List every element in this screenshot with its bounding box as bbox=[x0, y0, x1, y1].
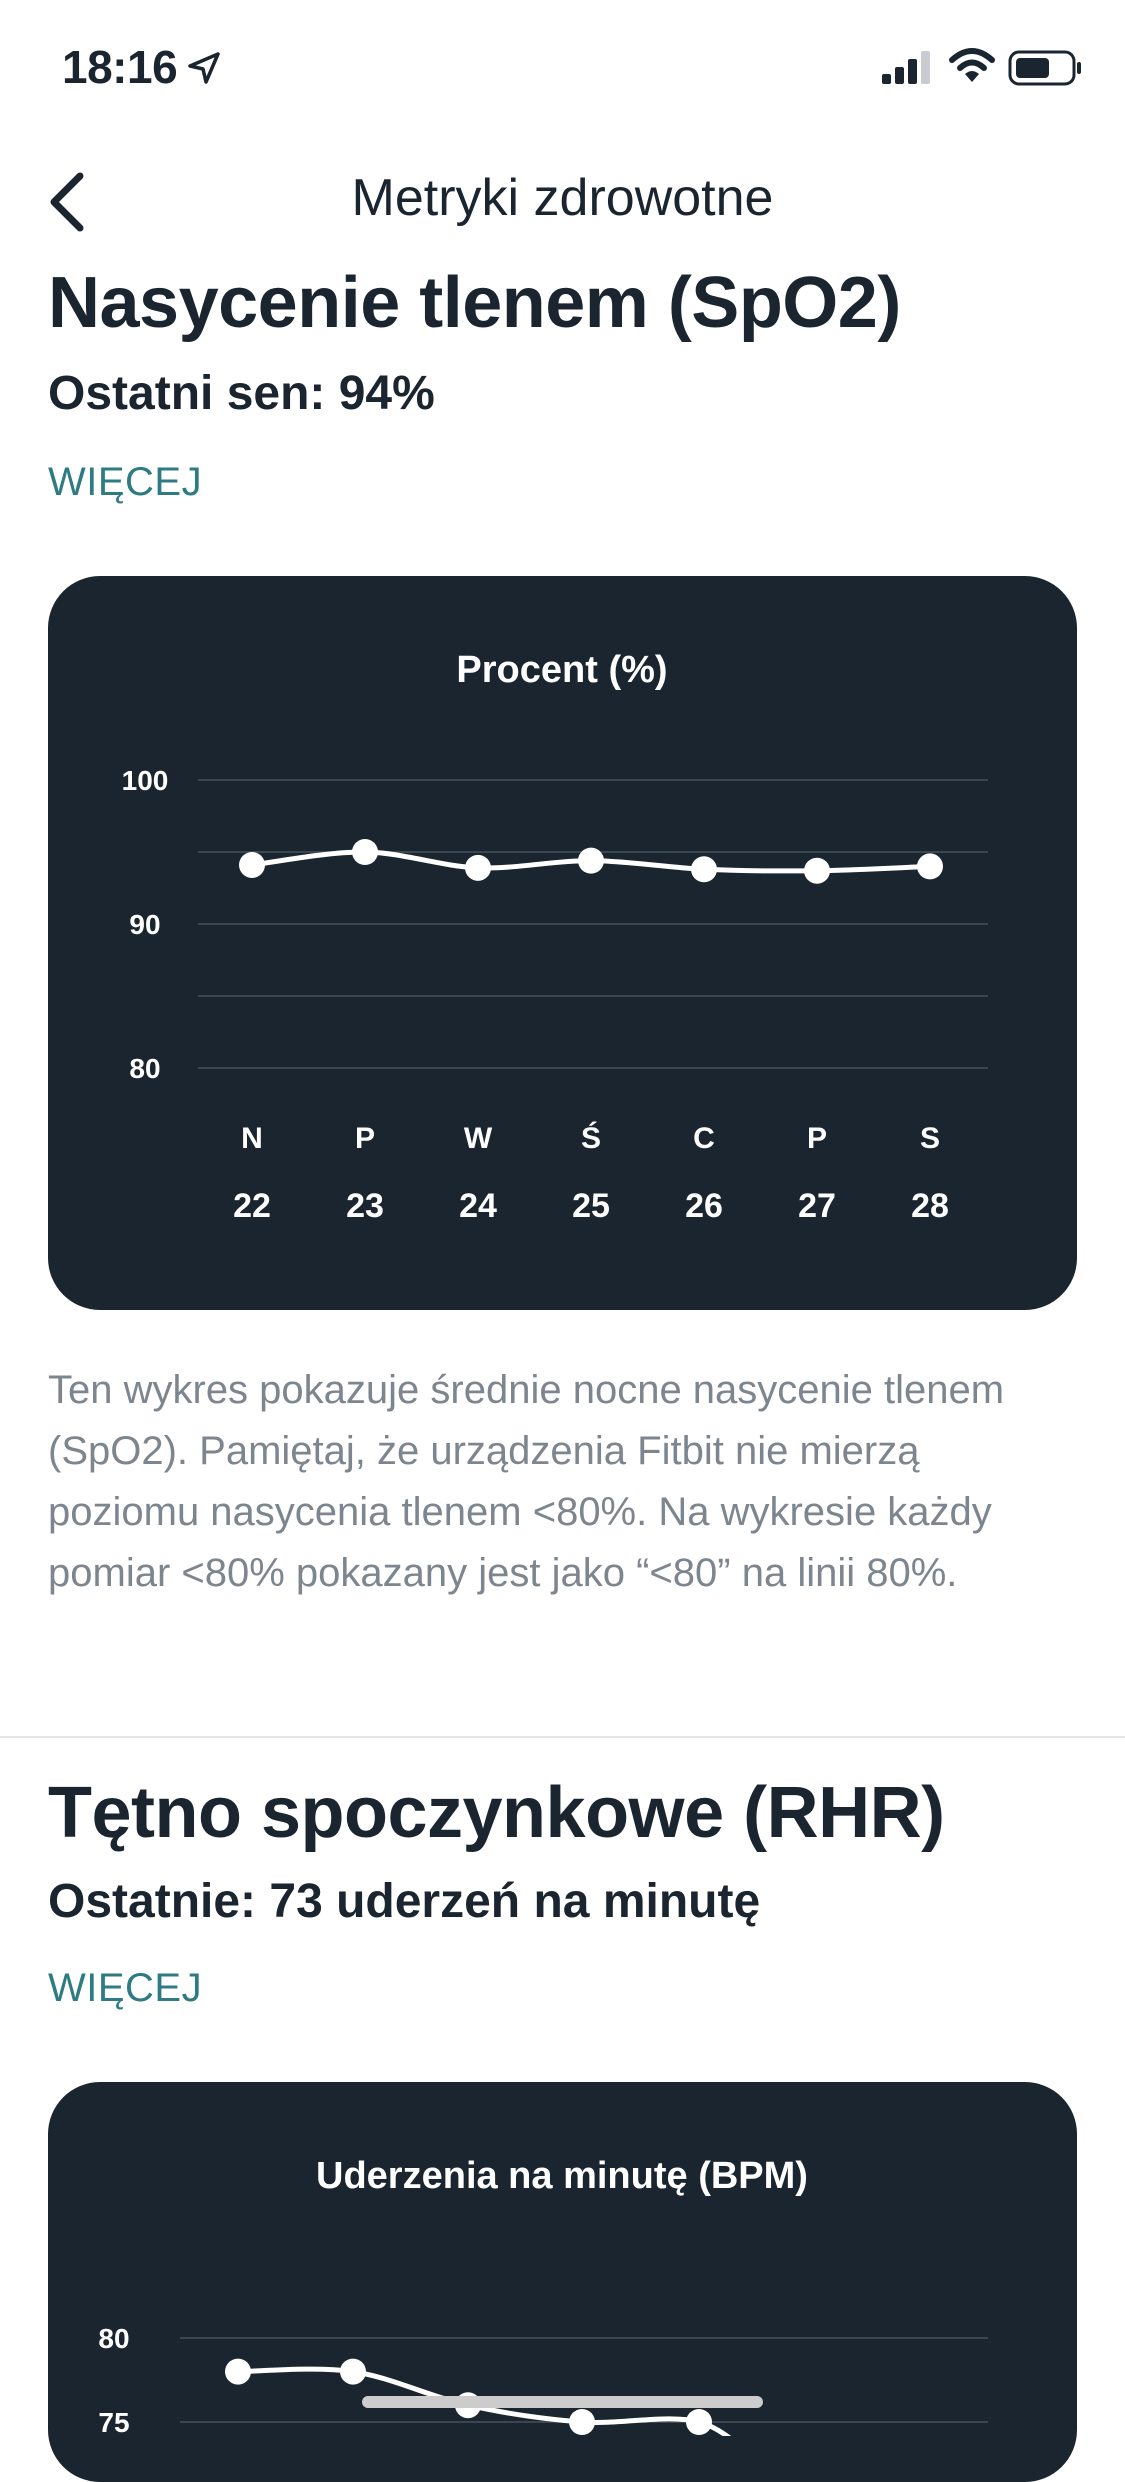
spo2-chart-card[interactable] bbox=[48, 576, 1077, 1310]
data-point bbox=[225, 2359, 251, 2385]
spo2-description: Ten wykres pokazuje średnie nocne nasycenie tlenem (SpO2). Pamiętaj, że urządzenia Fitbit nie mierzą poziomu nasycenia tlenem <80%. Na wykresie każdy pomiar <80% pokazany jest jako “<80” na linii 80%. bbox=[48, 1368, 1005, 1595]
chart-title: Procent (%) bbox=[456, 649, 668, 691]
x-tick-day-letter: W bbox=[463, 1122, 493, 1155]
data-point bbox=[352, 839, 378, 865]
x-tick-day-letter: C bbox=[693, 1122, 715, 1155]
rhr-subtitle: Ostatnie: 73 uderzeń na minutę bbox=[48, 1875, 761, 1928]
spo2-more-link[interactable]: WIĘCEJ bbox=[48, 460, 203, 504]
data-point bbox=[686, 2409, 712, 2435]
home-indicator[interactable] bbox=[362, 2396, 762, 2408]
spo2-chart bbox=[48, 576, 1077, 1310]
wifi-icon bbox=[948, 46, 996, 86]
battery-icon bbox=[1008, 48, 1083, 88]
y-tick-label: 100 bbox=[121, 765, 169, 796]
chart-title: Uderzenia na minutę (BPM) bbox=[316, 2155, 808, 2197]
data-point bbox=[578, 848, 604, 874]
section-divider bbox=[0, 1736, 1125, 1738]
spo2-title: Nasycenie tlenem (SpO2) bbox=[48, 263, 901, 343]
x-tick-day-number: 26 bbox=[685, 1187, 723, 1225]
y-tick-label: 80 bbox=[98, 2323, 130, 2354]
status-time: 18:16 bbox=[62, 41, 178, 93]
rhr-chart-card[interactable] bbox=[48, 2082, 1077, 2482]
spo2-subtitle: Ostatni sen: 94% bbox=[48, 367, 435, 420]
x-tick-day-number: 22 bbox=[233, 1187, 271, 1225]
rhr-title: Tętno spoczynkowe (RHR) bbox=[48, 1773, 945, 1853]
navigation-bar bbox=[0, 150, 1125, 250]
x-tick-day-number: 28 bbox=[911, 1187, 949, 1225]
cellular-signal-icon bbox=[880, 50, 934, 86]
data-point bbox=[340, 2359, 366, 2385]
x-tick-day-number: 23 bbox=[346, 1187, 384, 1225]
data-point bbox=[804, 858, 830, 884]
location-arrow-icon bbox=[186, 50, 222, 86]
y-tick-label: 80 bbox=[129, 1053, 161, 1084]
x-tick-day-letter: N bbox=[241, 1122, 263, 1155]
data-point bbox=[239, 852, 265, 878]
x-tick-day-letter: P bbox=[354, 1122, 376, 1155]
y-tick-label: 90 bbox=[129, 909, 161, 940]
rhr-chart bbox=[48, 2082, 1077, 2436]
nav-title: Metryki zdrowotne bbox=[351, 169, 774, 227]
x-tick-day-number: 27 bbox=[798, 1187, 836, 1225]
data-point bbox=[465, 855, 491, 881]
x-tick-day-number: 25 bbox=[572, 1187, 610, 1225]
data-point bbox=[691, 856, 717, 882]
x-tick-day-number: 24 bbox=[459, 1187, 497, 1225]
data-point bbox=[569, 2409, 595, 2435]
y-tick-label: 75 bbox=[98, 2407, 130, 2436]
data-point bbox=[917, 853, 943, 879]
x-tick-day-letter: S bbox=[919, 1122, 941, 1155]
x-tick-day-letter: Ś bbox=[580, 1122, 602, 1155]
x-tick-day-letter: P bbox=[806, 1122, 828, 1155]
rhr-more-link[interactable]: WIĘCEJ bbox=[48, 1966, 203, 2010]
status-bar bbox=[0, 0, 1125, 140]
